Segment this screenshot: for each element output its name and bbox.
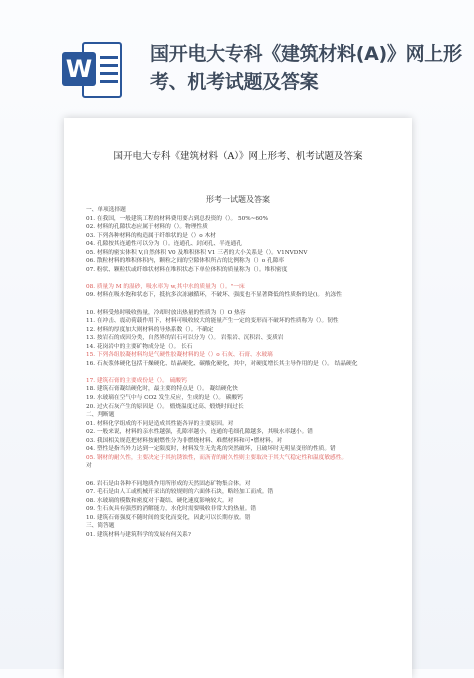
- document-line: 06. 散粒材料的堆积体积内，颗粒之间的空隙体积所占的比例称为（）o 孔隙率: [86, 258, 285, 265]
- document-line: 19. 水玻璃在空气中与 CO2 发生反应，生成的是（）。 碳酸钙: [86, 395, 243, 402]
- document-line: 13. 按岩石的成因分类，自然界的岩石可以分为（）。 岩浆岩、沉积岩、变质岩: [86, 335, 284, 342]
- document-line: 20. 过火石灰产生的原因是（）。 煅烧温度过高、煅烧时间过长: [86, 403, 244, 410]
- document-line: 11. 在冲击、震动荷载作用下，材料可吸收较大的能量产生一定的变形而不破坏的性质称为（）。韧性: [86, 318, 339, 325]
- document-line: 05. 钢材的耐久性，主要决定于其抗锈蚀性，而沥青的耐久性则主要取决于其大气稳定性和温度敏感性。: [86, 454, 348, 461]
- document-line: 04. 孔隙按其连通性可以分为（）。连通孔、封闭孔、半连通孔: [86, 241, 242, 248]
- document-line: 01. 在我国，一般建筑工程的材料费用要占到总投资的（）。 50%~60%: [86, 215, 269, 222]
- banner-title: 国开电大专科《建筑材料(A)》网上形考、机考试题及答案: [150, 43, 462, 93]
- document-line: 14. 花岗岩中的主要矿物成分是（）。 长石: [86, 343, 193, 350]
- document-line: 08. 水玻璃的模数和密度对于凝结、硬化速度影响较大。对: [86, 497, 234, 504]
- document-line: 10. 建筑石膏强度不随时间的变化而变化，因此可以长期存放。错: [86, 514, 251, 521]
- document-line: 02. 一般来说，材料的亲水性越强，孔隙率越小，连通的毛细孔隙越多，其吸水率越小。错: [86, 429, 313, 436]
- document-line: [86, 471, 392, 480]
- document-line: [86, 274, 392, 283]
- document-line: 18. 建筑石膏凝结硬化时，最主要的特点是（）。 凝结硬化快: [86, 386, 238, 393]
- section-subtitle: 形考一试题及答案: [206, 195, 270, 204]
- document-line: 05. 材料的密实体积 V,自然体积 V0 及堆积体积 V1 三者的大小关系是（）。V1NVDNV: [86, 249, 308, 256]
- word-letter-tile: W: [62, 52, 96, 86]
- document-line: 一、单项选择题: [86, 207, 126, 213]
- document-line: 03. 下列各种材料的构造属于纤维状的是（）o 木材: [86, 232, 216, 239]
- document-line: 10. 材料受热时吸收热量，冷却时放出热量的性质为（）O 热容: [86, 309, 246, 316]
- document-line: 17. 建筑石膏的主要成份是（）。 硫酸钙: [86, 377, 187, 384]
- document-line: [86, 300, 392, 309]
- document-line: 对: [86, 463, 92, 470]
- document-line: 三、简答题: [86, 523, 115, 530]
- document-line: 08. 质量为 M 的湿砂，吸水率为 w,其中水的质量为（）。"一床: [86, 283, 245, 290]
- document-line: 15. 下列各组胶凝材料均是气硬性胶凝材料的是（）o 石灰、石膏、水玻璃: [86, 352, 273, 359]
- banner: [0, 0, 474, 112]
- word-icon: [62, 38, 128, 104]
- document-line: 02. 材料的孔隙状态应属于材料的（）。物理性质: [86, 224, 208, 231]
- document-line: [86, 368, 392, 377]
- document-line: 01. 材料化学组成的不同是造成其性能各异的主要原因。对: [86, 420, 234, 427]
- document-line: 二、判断题: [86, 412, 115, 419]
- document-line: 12. 材料的厚度加大则材料的导热系数（）。不确定: [86, 326, 214, 333]
- document-line: 04. 塑性是指当外力达到一定限度时，材料发生无先兆的突然破坏，且破坏时无明显变形的性质。错: [86, 446, 336, 453]
- document-line: 07. 粉状、颗粒状或纤维状材料在堆积状态下单位体积的质量称为（）。堆积密度: [86, 266, 288, 273]
- document-line: 16. 石灰浆体硬化包括干燥硬化、结晶硬化、碳酸化硬化，其中，对硬度增长其主导作用的是（）。 结晶硬化: [86, 360, 358, 367]
- document-line: 09. 生石灰具有强烈的消解能力，水化时需要吸收非常大的热量。错: [86, 506, 257, 513]
- document-line: 01. 建筑材料与建筑科学的发展有何关系?: [86, 531, 191, 538]
- document-preview: [64, 118, 412, 678]
- document-line: 07. 毛石是由人工或机械开采出的较规则的六面体石块，略经加工而成。错: [86, 489, 274, 496]
- document-line: 06. 岩石是由各种不同地质作用所形成的天然固态矿物集合体。对: [86, 480, 251, 487]
- document-line: 03. 我国相关规范把材料按耐燃性分为非燃烧材料、难燃材料和可•燃材料。对: [86, 437, 283, 444]
- document-body: [86, 206, 392, 539]
- document-line: 09. 材料在吸水饱和状态下，抵抗多次冻融循环，不破坏、强度也不显著降低的性质指的是()。 抗冻性: [86, 292, 342, 299]
- document-title: 国开电大专科《建筑材料（A）》网上形考、机考试题及答案: [113, 151, 363, 162]
